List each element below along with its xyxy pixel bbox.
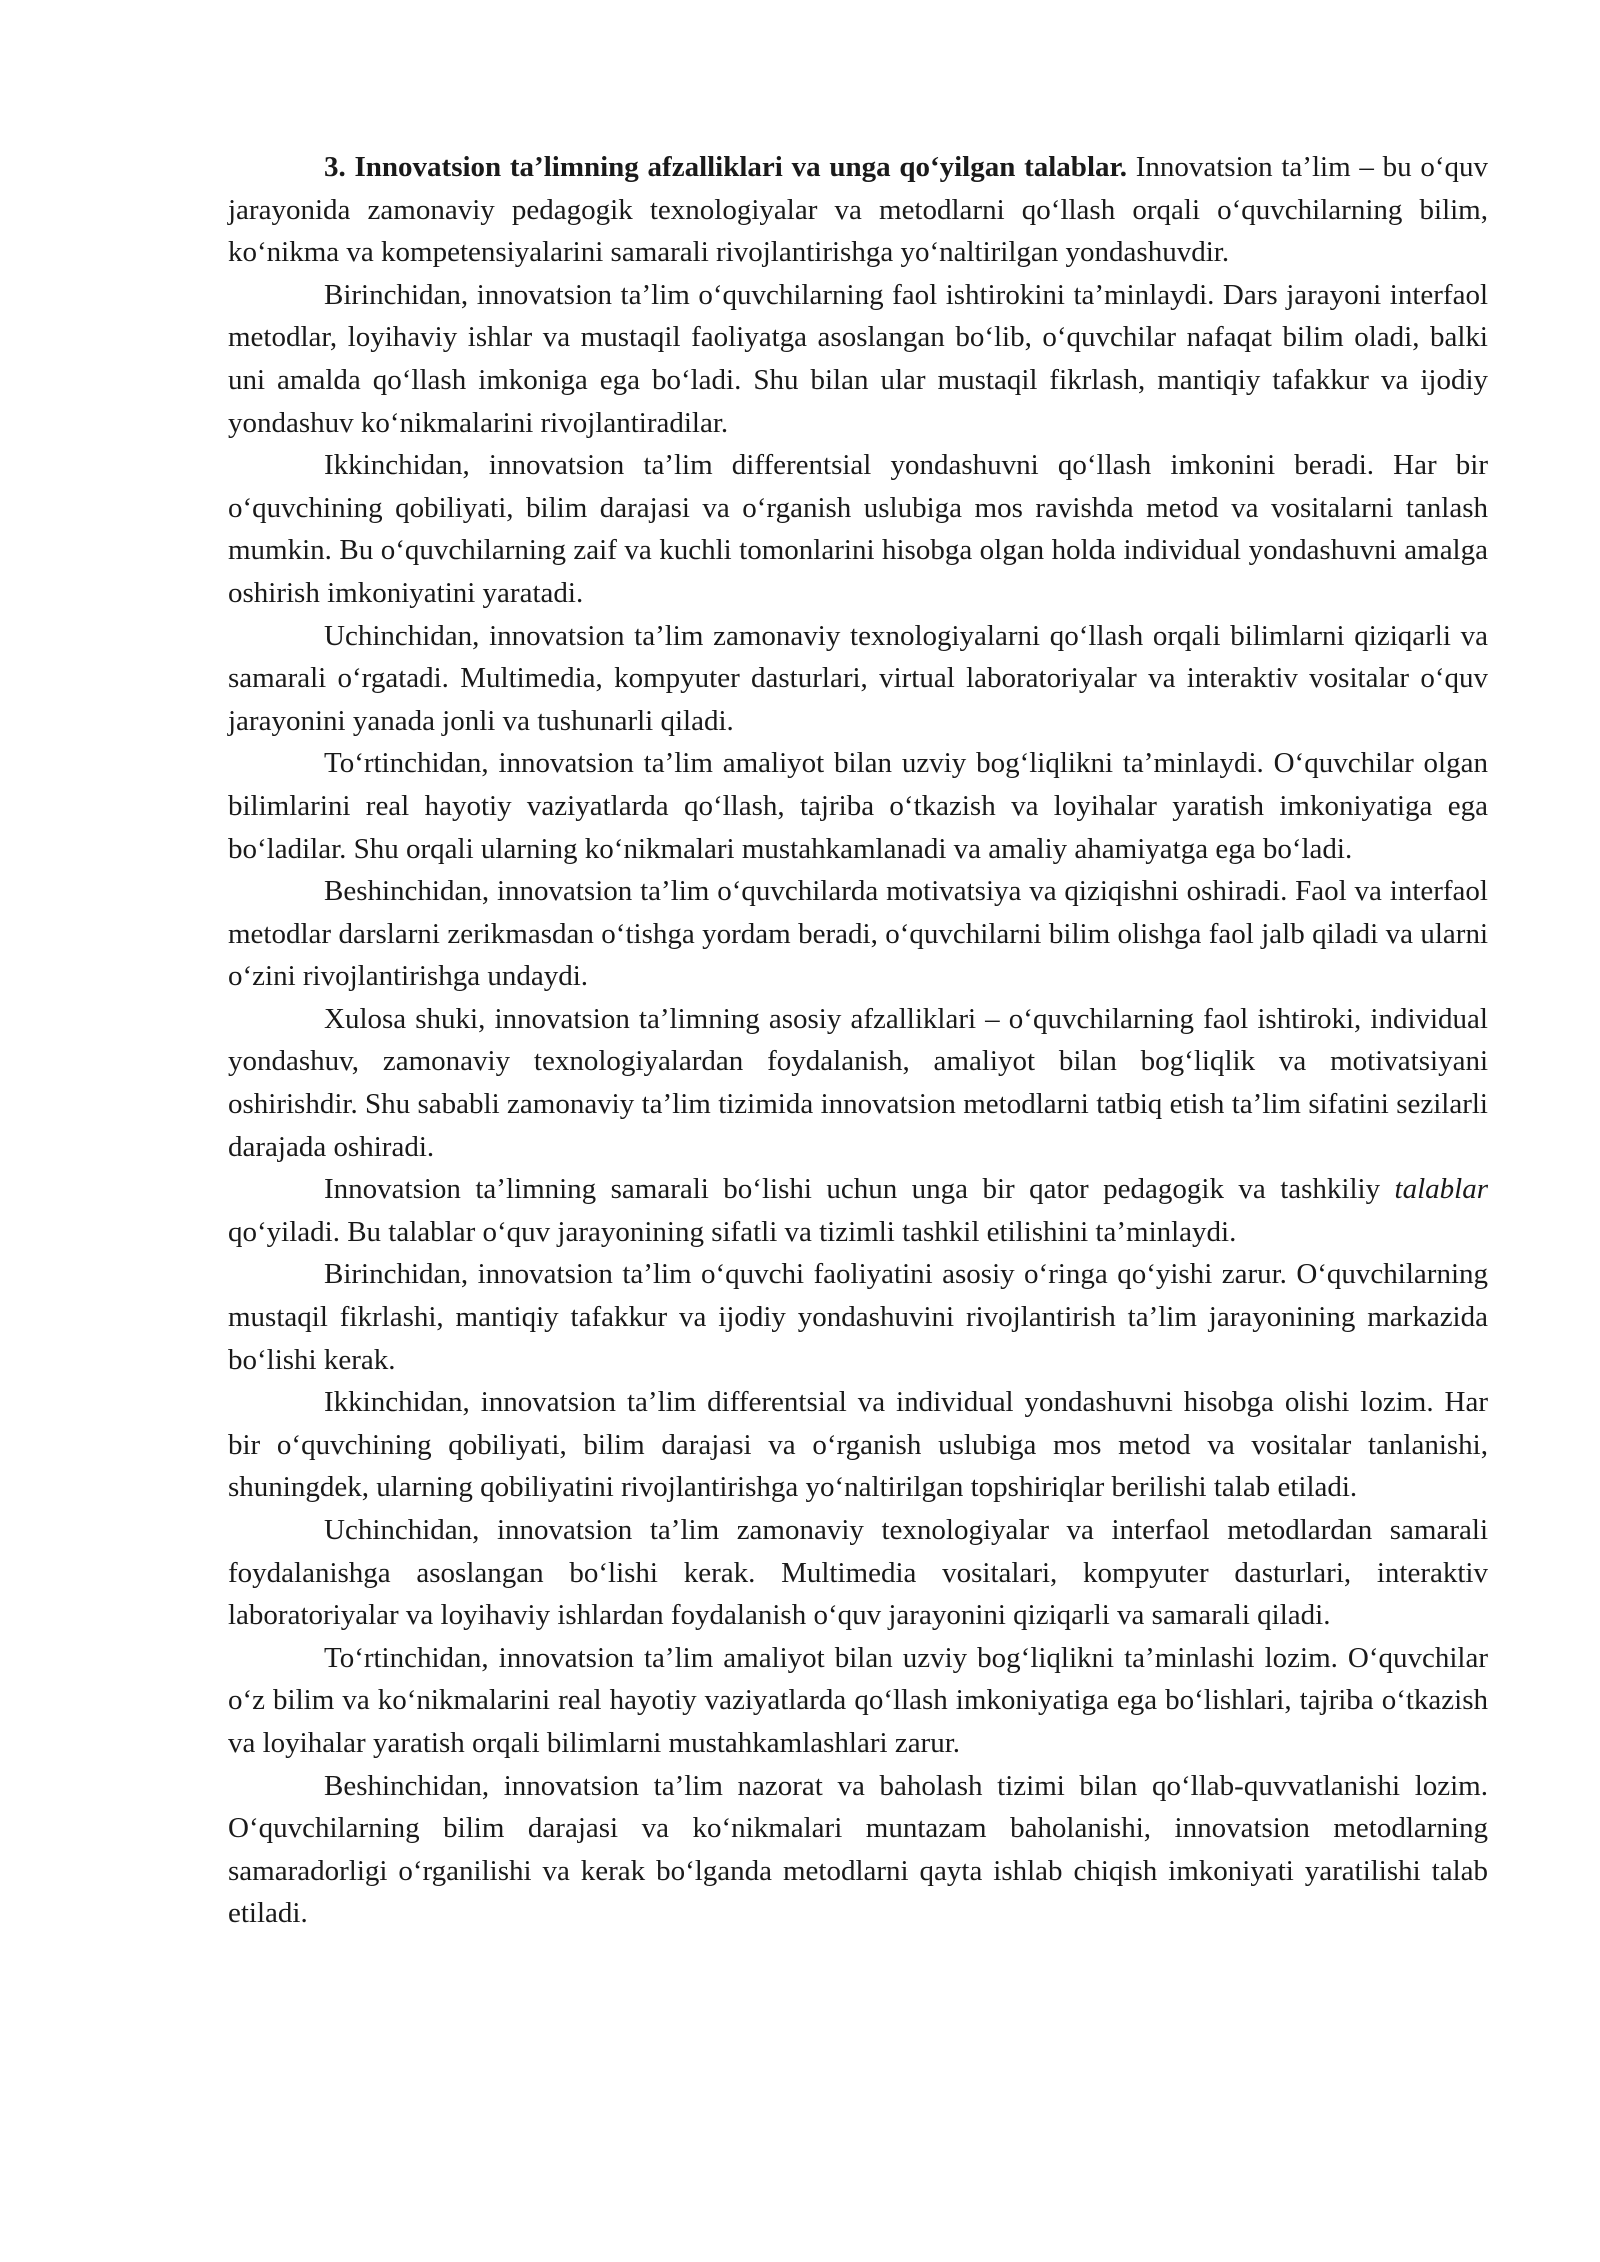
advantage-paragraph-3: Uchinchidan, innovatsion ta’lim zamonaviy texnologiyalarni qo‘llash orqali bilimlarni qiziqarli va samarali o‘rgatadi. Multimedia, kompyuter dasturlari, virtual laboratoriyalar va interaktiv vositalar o‘quv jarayonini yanada jonli va tushunarli qiladi. [228, 619, 1488, 737]
section-intro-text: Innovatsion ta’lim – bu o‘quv jarayonida zamonaviy pedagogik texnologiyalar va metodlarni qo‘llash orqali o‘quvchilarning bilim, ko‘nikma va kompetensiyalarini samarali rivojlantirishga yo‘naltirilgan yondashuvdir. [228, 151, 1489, 269]
requirement-paragraph-5: Beshinchidan, innovatsion ta’lim nazorat va baholash tizimi bilan qo‘llab-quvvatlanishi lozim. O‘quvchilarning bilim darajasi va ko‘nikmalari muntazam baholanishi, innovatsion metodlarning samaradorligi o‘rganilishi va kerak bo‘lganda metodlarni qayta ishlab chiqish imkoniyati yaratilishi talab etiladi. [228, 1769, 1488, 1930]
requirement-paragraph-2: Ikkinchidan, innovatsion ta’lim differentsial va individual yondashuvni hisobga olishi lozim. Har bir o‘quvchining qobiliyati, bilim darajasi va o‘rganish uslubiga mos metod va vositalar tanlanishi, shuningdek, ularning qobiliyatini rivojlantirishga yo‘naltirilgan topshiriqlar berilishi talab etiladi. [228, 1386, 1488, 1504]
requirement-paragraph-3: Uchinchidan, innovatsion ta’lim zamonaviy texnologiyalar va interfaol metodlardan samarali foydalanishga asoslangan bo‘lishi kerak. Multimedia vositalari, kompyuter dasturlari, interaktiv laboratoriyalar va loyihaviy ishlardan foydalanish o‘quv jarayonini qiziqarli va samarali qiladi. [228, 1514, 1488, 1632]
requirements-intro-after: qo‘yiladi. Bu talablar o‘quv jarayonining sifatli va tizimli tashkil etilishini ta’minlaydi. [228, 1215, 1237, 1248]
advantage-paragraph-4: To‘rtinchidan, innovatsion ta’lim amaliyot bilan uzviy bog‘liqlikni ta’minlaydi. O‘quvchilar olgan bilimlarini real hayotiy vaziyatlarda qo‘llash, tajriba o‘tkazish va loyihalar yaratish imkoniyatiga ega bo‘ladilar. Shu orqali ularning ko‘nikmalari mustahkamlanadi va amaliy ahamiyatga ega bo‘ladi. [228, 747, 1488, 865]
document-page [228, 146, 1488, 1935]
section-heading: 3. Innovatsion ta’limning afzalliklari va unga qo‘yilgan talablar. [324, 151, 1127, 183]
requirements-emphasis: talablar [1394, 1173, 1488, 1206]
advantage-paragraph-2: Ikkinchidan, innovatsion ta’lim differentsial yondashuvni qo‘llash imkonini beradi. Har bir o‘quvchining qobiliyati, bilim darajasi va o‘rganish uslubiga mos ravishda metod va vositalarni tanlash mumkin. Bu o‘quvchilarning zaif va kuchli tomonlarini hisobga olgan holda individual yondashuvni amalga oshirish imkoniyatini yaratadi. [228, 449, 1488, 609]
requirements-intro-paragraph [228, 1168, 1488, 1253]
advantage-paragraph-1: Birinchidan, innovatsion ta’lim o‘quvchilarning faol ishtirokini ta’minlaydi. Dars jarayoni interfaol metodlar, loyihaviy ishlar va mustaqil faoliyatga asoslangan bo‘lib, o‘quvchilar nafaqat bilim oladi, balki uni amalda qo‘llash imkoniga ega bo‘ladi. Shu bilan ular mustaqil fikrlash, mantiqiy tafakkur va ijodiy yondashuv ko‘nikmalarini rivojlantiradilar. [228, 278, 1488, 439]
section-intro-paragraph [228, 146, 1488, 274]
requirements-intro-before: Innovatsion ta’limning samarali bo‘lishi uchun unga bir qator pedagogik va tashkiliy [324, 1173, 1395, 1206]
advantage-paragraph-5: Beshinchidan, innovatsion ta’lim o‘quvchilarda motivatsiya va qiziqishni oshiradi. Faol va interfaol metodlar darslarni zerikmasdan o‘tishga yordam beradi, o‘quvchilarni bilim olishga faol jalb qiladi va ularni o‘zini rivojlantirishga undaydi. [228, 875, 1488, 993]
requirement-paragraph-1: Birinchidan, innovatsion ta’lim o‘quvchi faoliyatini asosiy o‘ringa qo‘yishi zarur. O‘quvchilarning mustaqil fikrlashi, mantiqiy tafakkur va ijodiy yondashuvini rivojlantirish ta’lim jarayonining markazida bo‘lishi kerak. [228, 1258, 1488, 1376]
conclusion-paragraph: Xulosa shuki, innovatsion ta’limning asosiy afzalliklari – o‘quvchilarning faol ishtiroki, individual yondashuv, zamonaviy texnologiyalardan foydalanish, amaliyot bilan bog‘liqlik va motivatsiyani oshirishdir. Shu sababli zamonaviy ta’lim tizimida innovatsion metodlarni tatbiq etish ta’lim sifatini sezilarli darajada oshiradi. [228, 1002, 1488, 1163]
requirement-paragraph-4: To‘rtinchidan, innovatsion ta’lim amaliyot bilan uzviy bog‘liqlikni ta’minlashi lozim. O‘quvchilar o‘z bilim va ko‘nikmalarini real hayotiy vaziyatlarda qo‘llash imkoniyatiga ega bo‘lishlari, tajriba o‘tkazish va loyihalar yaratish orqali bilimlarni mustahkamlashlari zarur. [228, 1641, 1488, 1759]
